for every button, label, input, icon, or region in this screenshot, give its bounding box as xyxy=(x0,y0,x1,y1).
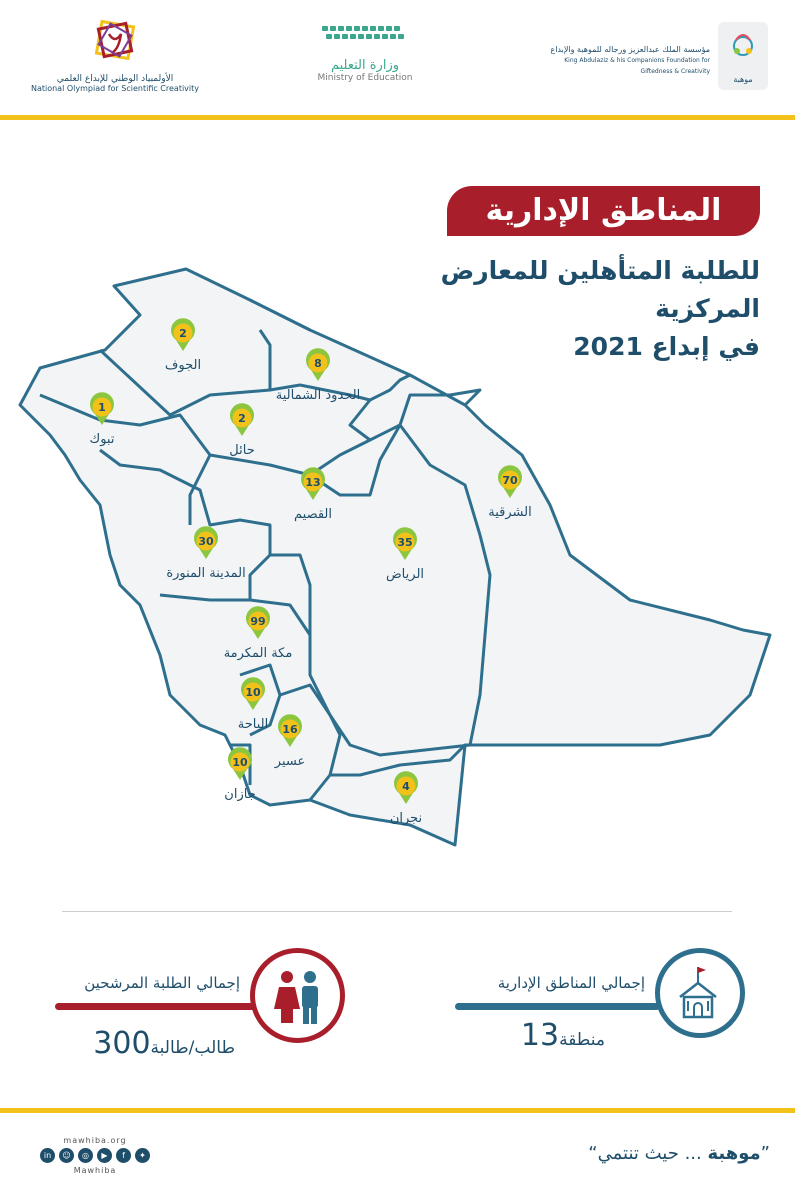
region-count: 10 xyxy=(245,686,261,699)
slogan xyxy=(540,1143,770,1164)
subtitle-line-1: للطلبة المتأهلين للمعارض المركزية xyxy=(440,256,760,323)
mawhiba-logo xyxy=(718,22,768,90)
region-count: 4 xyxy=(402,780,410,793)
region-count: 8 xyxy=(314,357,322,370)
stat-regions-unit: منطقة xyxy=(559,1030,605,1050)
region-name: عسير xyxy=(274,754,306,769)
stat-students xyxy=(55,948,350,1068)
stat-students-circle xyxy=(250,948,345,1043)
stat-regions-value xyxy=(455,1018,605,1053)
olympiad-logo xyxy=(30,18,200,93)
foundation-name-en: King Abdulaziz & his Companions Foundation for Giftedness & Creativity xyxy=(564,57,710,75)
region-name: جازان xyxy=(224,787,256,802)
stat-regions-number: 13 xyxy=(520,1018,560,1053)
region-count: 13 xyxy=(305,476,321,489)
header-divider xyxy=(0,115,795,120)
youtube-icon[interactable]: ▶ xyxy=(97,1148,112,1163)
moe-name-en: Ministry of Education xyxy=(317,73,413,83)
snapchat-icon[interactable]: ☺ xyxy=(59,1148,74,1163)
region-count: 1 xyxy=(98,401,106,414)
section-divider xyxy=(62,911,732,912)
saudi-regions-map xyxy=(10,255,780,855)
region-count: 2 xyxy=(238,412,246,425)
stat-regions-title: إجمالي المناطق الإدارية xyxy=(497,974,645,992)
linkedin-icon[interactable]: in xyxy=(40,1148,55,1163)
region-name: الحدود الشمالية xyxy=(275,388,361,403)
region-count: 16 xyxy=(282,723,298,736)
region-count: 10 xyxy=(232,756,248,769)
moe-dots-icon xyxy=(320,22,410,50)
region-count: 2 xyxy=(179,327,187,340)
stat-students-unit: طالب/طالبة xyxy=(150,1038,235,1058)
region-name: حائل xyxy=(229,443,255,458)
facebook-icon[interactable]: f xyxy=(116,1148,131,1163)
slogan-quote-close: “ xyxy=(588,1143,598,1164)
region-name: الشرقية xyxy=(488,505,532,520)
region-name: الباحة xyxy=(237,717,269,732)
stat-students-number: 300 xyxy=(93,1026,151,1061)
students-icon xyxy=(255,953,340,1038)
moe-logo xyxy=(290,22,440,83)
map-outline xyxy=(20,269,770,845)
region-count: 35 xyxy=(397,536,413,549)
foundation-name-ar: مؤسسة الملك عبدالعزيز ورجاله للموهبة والإبداع xyxy=(550,45,710,54)
mawhiba-logo-icon xyxy=(718,22,768,72)
subtitle-line-2: في إبداع 2021 xyxy=(573,332,760,361)
stat-regions-circle xyxy=(655,948,745,1038)
region-count: 70 xyxy=(502,474,518,487)
region-name: نجران xyxy=(389,811,423,826)
website-url[interactable]: mawhiba.org xyxy=(63,1136,127,1145)
olympiad-name-ar: الأولمبياد الوطني للإبداع العلمي xyxy=(56,74,174,84)
slogan-rest: ... حيث تنتمي xyxy=(597,1143,702,1164)
region-name: الرياض xyxy=(385,567,425,582)
region-name: القصيم xyxy=(294,507,332,522)
region-count: 99 xyxy=(250,615,266,628)
moe-name-ar: وزارة التعليم xyxy=(330,58,400,73)
social-handle: Mawhiba xyxy=(73,1166,117,1175)
region-name: مكة المكرمة xyxy=(223,646,293,661)
page-title: المناطق الإدارية xyxy=(447,186,760,236)
stat-regions xyxy=(455,948,755,1068)
header xyxy=(0,0,795,115)
social-block xyxy=(30,1136,160,1175)
olympiad-name-en: National Olympiad for Scientific Creativity xyxy=(30,84,200,93)
twitter-icon[interactable]: ✦ xyxy=(135,1148,150,1163)
region-name: المدينة المنورة xyxy=(166,566,246,581)
mawhiba-logo-text: موهبة xyxy=(733,75,753,84)
stat-regions-bar xyxy=(455,1003,660,1010)
olympiad-emblem-icon xyxy=(87,18,143,70)
region-name: تبوك xyxy=(89,432,115,447)
foundation-name xyxy=(540,44,710,77)
slogan-quote-open: ” xyxy=(760,1143,770,1164)
stat-students-title: إجمالي الطلبة المرشحين xyxy=(84,974,240,992)
instagram-icon[interactable]: ◎ xyxy=(78,1148,93,1163)
social-icons xyxy=(30,1148,160,1163)
region-count: 30 xyxy=(198,535,214,548)
stat-students-bar xyxy=(55,1003,255,1010)
stat-students-value xyxy=(55,1026,235,1061)
slogan-brand: موهبة xyxy=(707,1143,761,1164)
region-name: الجوف xyxy=(164,358,202,373)
footer-divider xyxy=(0,1108,795,1113)
school-building-icon xyxy=(660,953,740,1033)
